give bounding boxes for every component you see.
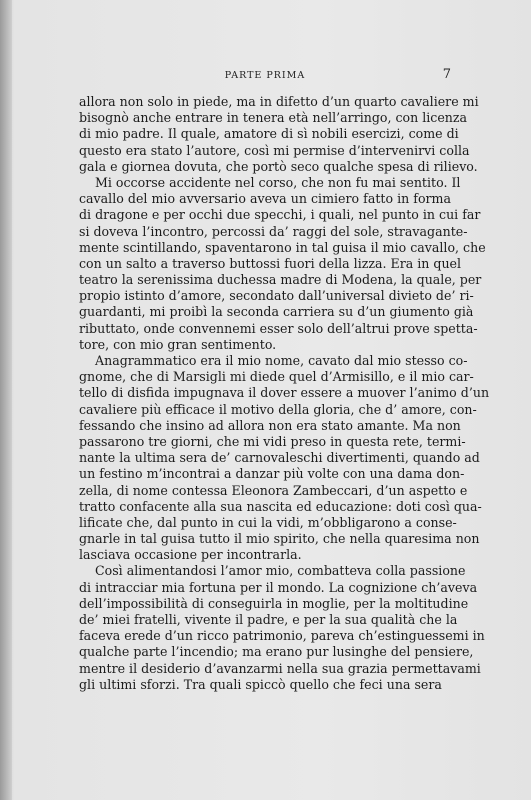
- paragraph: [79, 353, 490, 563]
- text-line: propio istinto d’amore, secondato dall’universal divieto de’ ri-: [79, 288, 474, 304]
- text-line: di mio padre. Il quale, amatore di sì nobili esercizi, come di: [79, 126, 459, 142]
- text-line: ributtato, onde convennemi esser solo dell’altrui prove spetta-: [79, 320, 478, 336]
- text-line: faceva erede d’un ricco patrimonio, pareva ch’estinguessemi in: [79, 628, 485, 644]
- text-line: passarono tre giorni, che mi vidi preso in questa rete, termi-: [79, 433, 466, 449]
- text-line: di dragone e per occhi due specchi, i quali, nel punto in cui far: [79, 207, 481, 223]
- text-line: teatro la serenissima duchessa madre di Modena, la quale, per: [79, 272, 482, 288]
- text-line: di intracciar mia fortuna per il mondo. La cognizione ch’aveva: [79, 579, 478, 595]
- page-gutter-shadow: [0, 0, 12, 800]
- text-line: tello di disfida impugnava il dover essere a muover l’animo d’un: [79, 385, 490, 401]
- text-line: mentre il desiderio d’avanzarmi nella sua grazia permettavami: [79, 660, 481, 676]
- running-head-title: PARTE PRIMA: [224, 70, 306, 81]
- text-line: qualche parte l’incendio; ma erano pur lusinghe del pensiere,: [79, 644, 474, 660]
- page-number: 7: [442, 67, 451, 82]
- text-line: Così alimentandosi l’amor mio, combatteva colla passione: [95, 563, 466, 579]
- text-line: questo era stato l’autore, così mi permise d’intervenirvi colla: [79, 142, 470, 158]
- paragraph: [79, 174, 486, 353]
- text-line: cavallo del mio avversario aveva un cimiero fatto in forma: [79, 191, 451, 207]
- text-line: bisognò anche entrare in tenera età nell’arringo, con licenza: [79, 110, 468, 126]
- text-line: gnarle in tal guisa tutto il mio spirito, che nella quaresima non: [79, 531, 480, 547]
- text-line: gala e giornea dovuta, che portò seco qualche spesa di rilievo.: [79, 158, 478, 174]
- text-line: con un salto a traverso buttossi fuori della lizza. Era in quel: [79, 255, 462, 271]
- text-line: si doveva l’incontro, percossi da’ raggi del sole, stravagante-: [79, 223, 468, 239]
- text-line: gli ultimi sforzi. Tra quali spiccò quello che feci una sera: [79, 676, 442, 692]
- text-line: dell’impossibilità di conseguirla in moglie, per la moltitudine: [79, 595, 469, 611]
- text-line: lasciava occasione per incontrarla.: [79, 547, 302, 563]
- paragraph: [79, 94, 479, 175]
- text-line: de’ miei fratelli, vivente il padre, e per la sua qualità che la: [79, 612, 458, 627]
- text-line: zella, di nome contessa Eleonora Zambeccari, d’un aspetto e: [79, 482, 468, 498]
- text-line: allora non solo in piede, ma in difetto d’un quarto cavaliere mi: [79, 94, 479, 109]
- text-line: un festino m’incontrai a danzar più volte con una dama don-: [79, 466, 465, 482]
- text-line: lificate che, dal punto in cui la vidi, m’obbligarono a conse-: [79, 514, 457, 530]
- text-line: cavaliere più efficace il motivo della gloria, che d’ amore, con-: [79, 401, 477, 417]
- text-line: guardanti, mi proibì la seconda carriera su d’un giumento già: [79, 304, 474, 320]
- text-line: mente scintillando, spaventarono in tal guisa il mio cavallo, che: [79, 239, 486, 255]
- text-line: nante la ultima sera de’ carnovaleschi divertimenti, quando ad: [79, 450, 480, 466]
- text-line: tratto confacente alla sua nascita ed educazione: doti così qua-: [79, 498, 482, 514]
- text-line: Mi occorse accidente nel corso, che non fu mai sentito. Il: [95, 174, 461, 190]
- running-head: [79, 67, 451, 86]
- text-line: fessando che insino ad allora non era stato amante. Ma non: [79, 417, 461, 433]
- text-line: Anagrammatico era il mio nome, cavato dal mio stesso co-: [95, 353, 468, 368]
- text-line: tore, con mio gran sentimento.: [79, 336, 277, 352]
- paragraph: [79, 563, 485, 693]
- text-line: gnome, che di Marsigli mi diede quel d’Armisillo, e il mio car-: [79, 369, 474, 385]
- body-text: [79, 94, 490, 693]
